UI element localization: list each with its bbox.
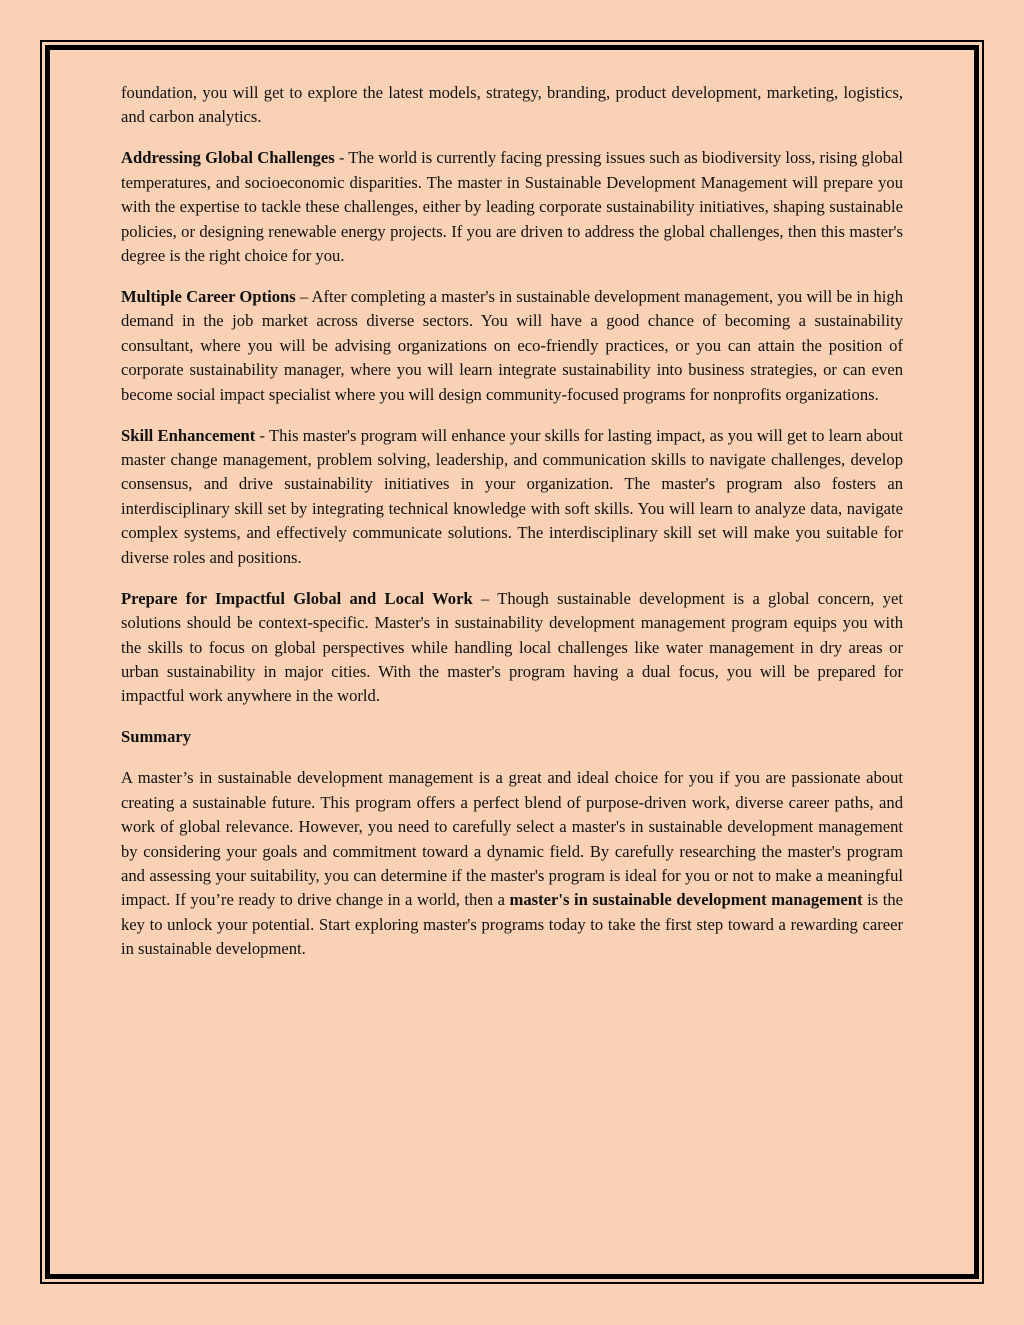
paragraph-heading: Multiple Career Options [121, 287, 296, 307]
paragraph-text: - This master's program will enhance your skills for lasting impact, as you will get to learn about master change management, problem solving, leadership, and communication skills to navigate challenges, develop consensus, and drive sustainability initiatives in your organization. The master's program also fosters an interdisciplinary skill set by integrating technical knowledge with soft skills. You will learn to analyze data, navigate complex systems, and effectively communicate solutions. The interdisciplinary skill set will make you suitable for diverse roles and positions. [121, 425, 903, 567]
summary-heading [121, 725, 903, 749]
paragraph-text: – After completing a master's in sustainable development management, you will be in high demand in the job market across diverse sectors. You will have a good chance of becoming a sustainability consultant, where you will be advising organizations on eco-friendly practices, or you can attain the position of corporate sustainability manager, where you will learn integrate sustainability into business strategies, or can even become social impact specialist where you will design community-focused programs for nonprofits organizations. [121, 287, 903, 404]
paragraph-text: foundation, you will get to explore the latest models, strategy, branding, product development, marketing, logistics, and carbon analytics. [121, 83, 903, 127]
paragraph-heading: Skill Enhancement [121, 425, 256, 445]
paragraph-intro-continued [121, 81, 903, 130]
paragraph-text: – Though sustainable development is a global concern, yet solutions should be context-specific. Master's in sustainability development management program equips you with the skills to focus on global perspectives while handling local challenges like water management in dry areas or urban sustainability in major cities. With the master's program having a dual focus, you will be prepared for impactful work anywhere in the world. [121, 588, 903, 706]
summary-paragraph [121, 766, 903, 961]
paragraph-skill-enhancement [121, 424, 903, 570]
summary-text-after: is the key to unlock your potential. Start exploring master's programs today to take the first step toward a rewarding career in sustainable development. [121, 890, 903, 959]
paragraph-heading: Prepare for Impactful Global and Local Work [121, 588, 473, 608]
paragraph-career-options [121, 285, 903, 407]
summary-heading-text: Summary [121, 727, 192, 747]
summary-bold-phrase: master's in sustainable development management [509, 890, 863, 910]
summary-text-before: A master’s in sustainable development management is a great and ideal choice for you if you are passionate about creating a sustainable future. This program offers a perfect blend of purpose-driven work, diverse career paths, and work of global relevance. However, you need to carefully select a master's in sustainable development management by considering your goals and commitment toward a dynamic field. By carefully researching the master's program and assessing your suitability, you can determine if the master's program is ideal for you or not to make a meaningful impact. If you’re ready to drive change in a world, then a [121, 768, 903, 910]
paragraph-heading: Addressing Global Challenges [121, 148, 335, 168]
paragraph-global-challenges [121, 146, 903, 268]
paragraph-global-local-work [121, 587, 903, 709]
document-body [121, 81, 903, 978]
paragraph-text: - The world is currently facing pressing issues such as biodiversity loss, rising global temperatures, and socioeconomic disparities. The master in Sustainable Development Management will prepare you with the expertise to tackle these challenges, either by leading corporate sustainability initiatives, shaping sustainable policies, or designing renewable energy projects. If you are driven to address the global challenges, then this master's degree is the right choice for you. [121, 148, 903, 266]
